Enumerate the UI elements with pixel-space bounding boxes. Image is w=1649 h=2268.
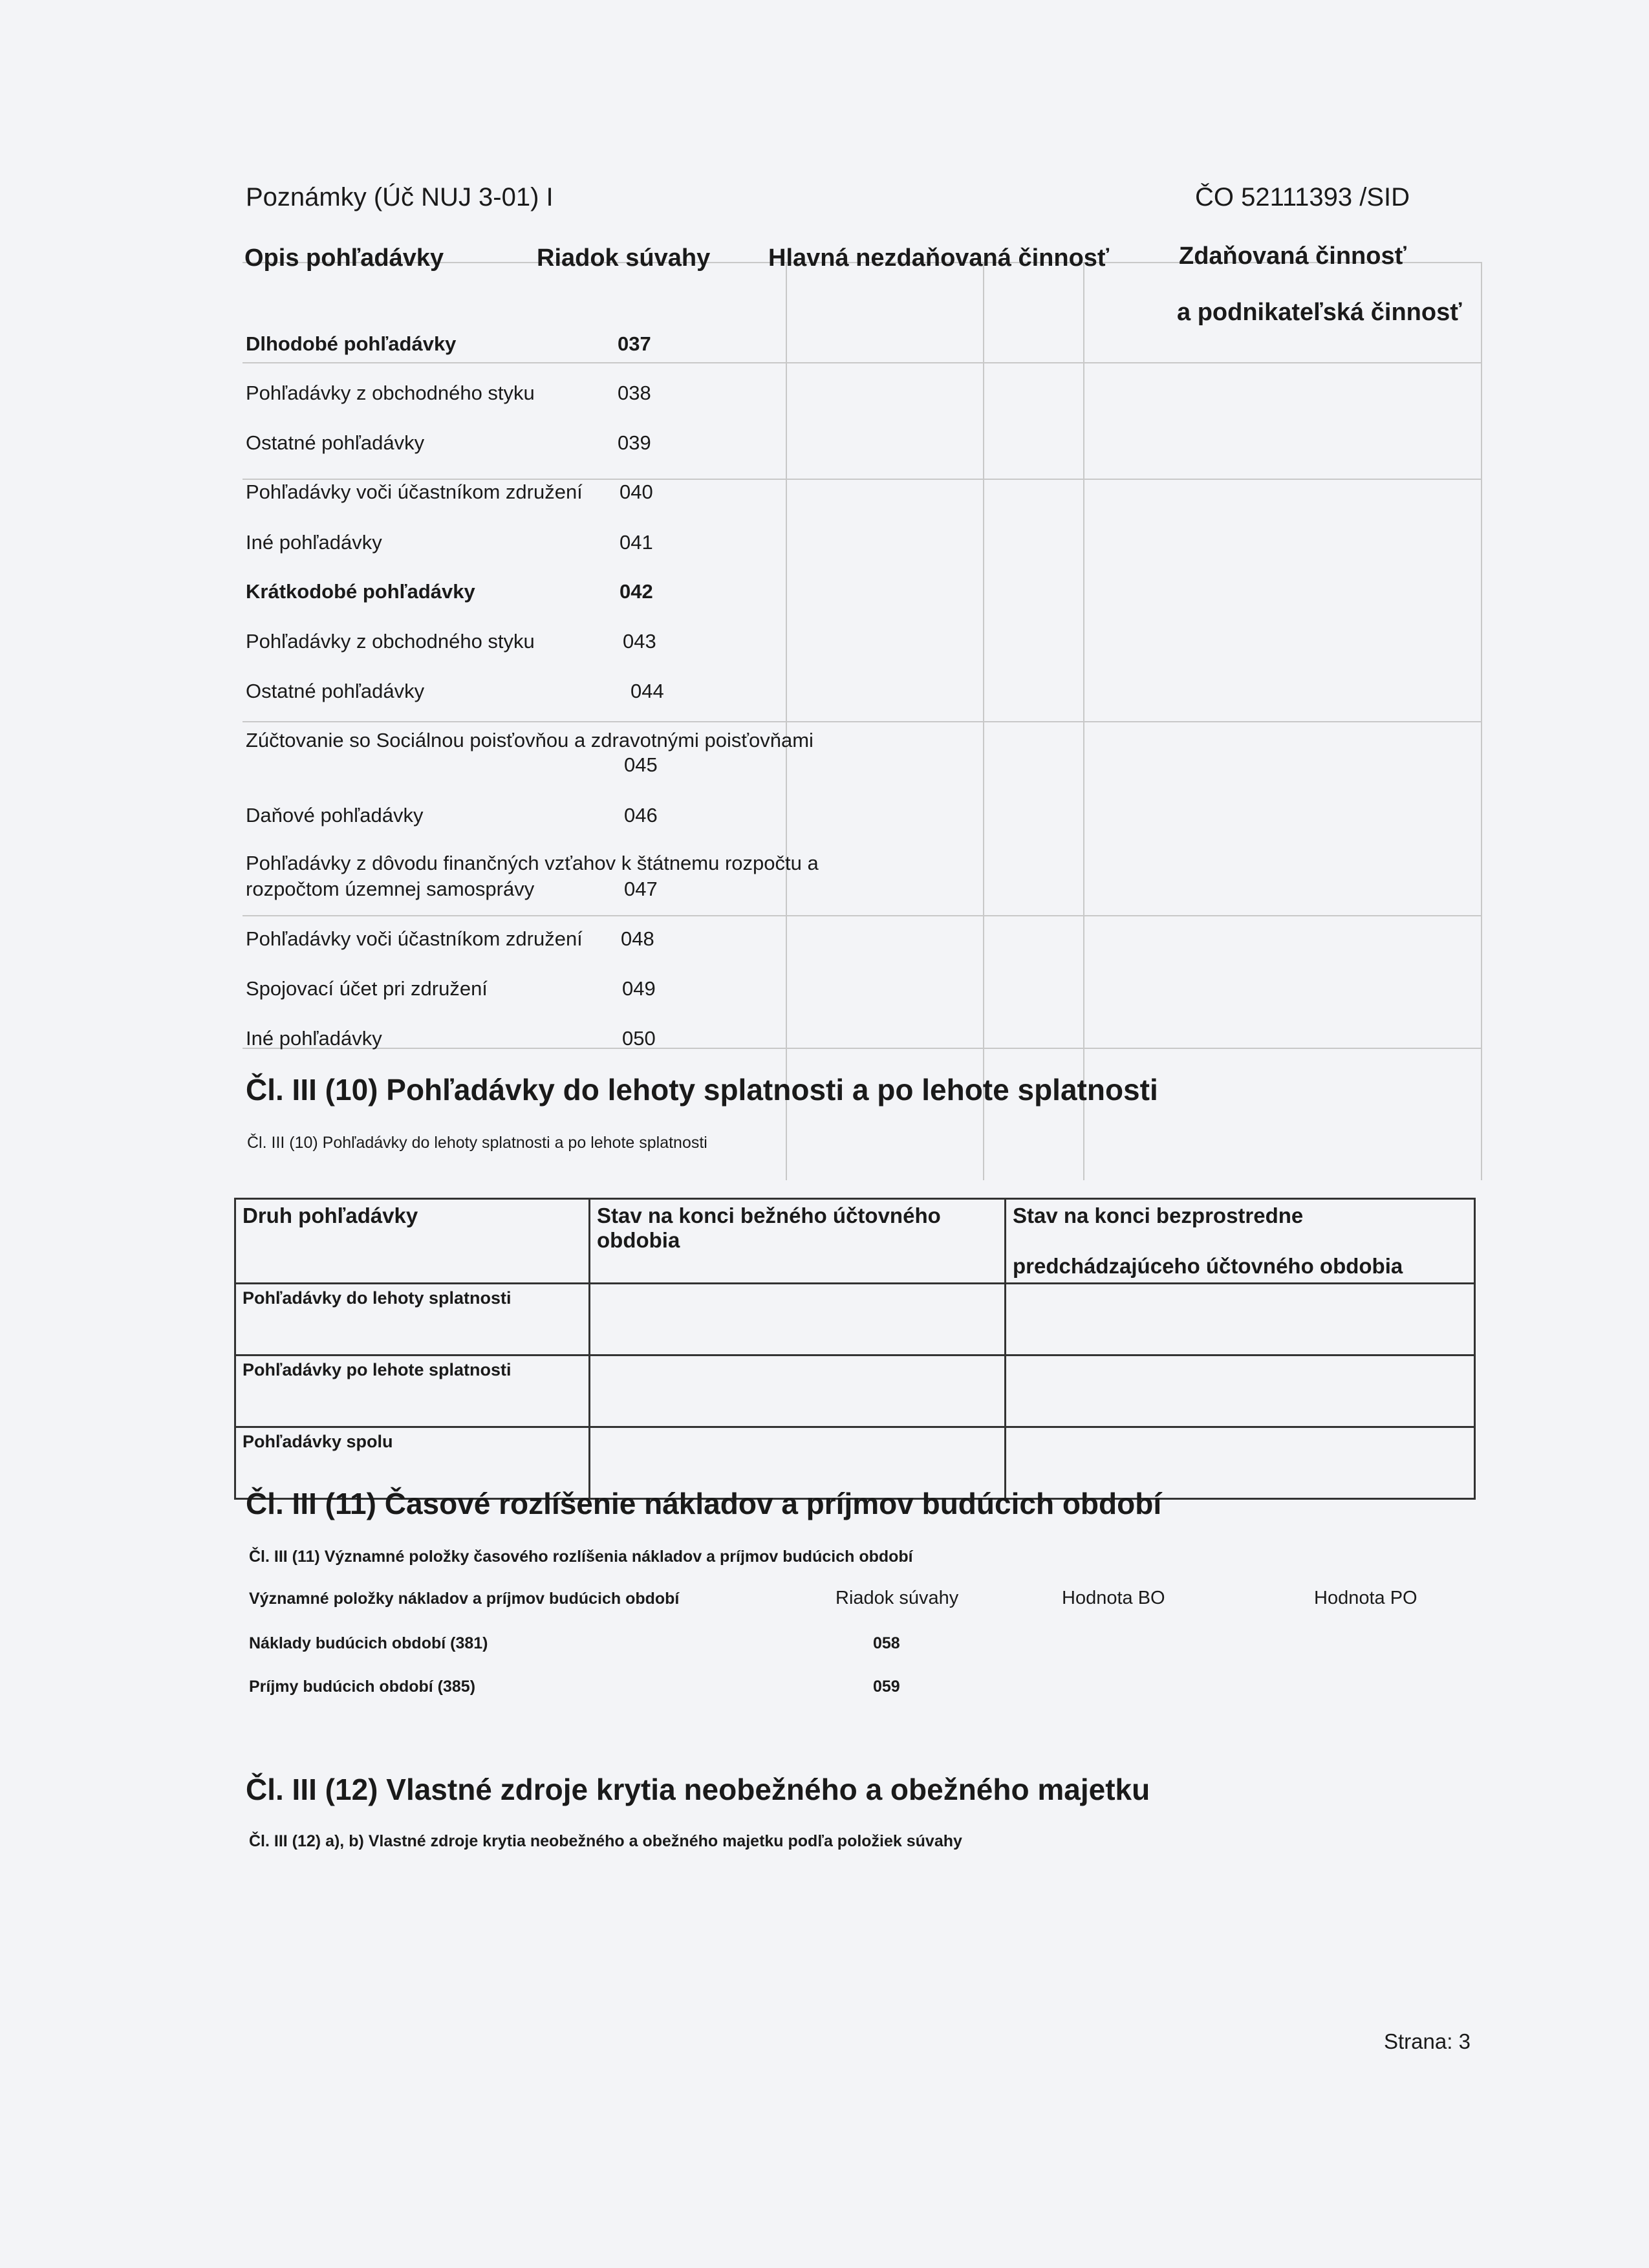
table-row-label-total: Pohľadávky spolu xyxy=(235,1427,590,1499)
row-label-044: Ostatné pohľadávky xyxy=(246,680,425,702)
section-10-title: Čl. III (10) Pohľadávky do lehoty splatnosti a po lehote splatnosti xyxy=(246,1073,1158,1107)
table-header-druh: Druh pohľadávky xyxy=(235,1199,590,1284)
row-code-040: 040 xyxy=(620,481,653,503)
section-10-subtitle: Čl. III (10) Pohľadávky do lehoty splatnosti a po lehote splatnosti xyxy=(247,1134,707,1152)
section-11-row-code-059: 059 xyxy=(873,1678,900,1696)
section-11-row-code-058: 058 xyxy=(873,1634,900,1652)
table-header-previous-line2: predchádzajúceho účtovného obdobia xyxy=(1013,1254,1403,1278)
row-code-043: 043 xyxy=(623,630,656,653)
row-label-039: Ostatné pohľadávky xyxy=(246,431,425,454)
row-label-046: Daňové pohľadávky xyxy=(246,804,424,826)
table-header-previous xyxy=(1006,1199,1475,1284)
table-cell-within-previous xyxy=(1006,1284,1475,1355)
table-cell-within-current xyxy=(590,1284,1006,1355)
row-label-050: Iné pohľadávky xyxy=(246,1027,382,1050)
row-code-047: 047 xyxy=(624,878,658,900)
column-header-riadok: Riadok súvahy xyxy=(537,244,711,272)
row-label-047-cont: rozpočtom územnej samosprávy xyxy=(246,878,535,900)
row-code-037: 037 xyxy=(618,332,651,355)
row-label-043: Pohľadávky z obchodného styku xyxy=(246,630,535,653)
table-row-label-within: Pohľadávky do lehoty splatnosti xyxy=(235,1284,590,1355)
row-code-044: 044 xyxy=(630,680,664,702)
column-header-hlavna: Hlavná nezdaňovaná činnosť xyxy=(768,244,1110,272)
row-label-049: Spojovací účet pri združení xyxy=(246,977,488,1000)
section-11-row-label-058: Náklady budúcich období (381) xyxy=(249,1634,488,1652)
row-label-045: Zúčtovanie so Sociálnou poisťovňou a zdravotnými poisťovňami xyxy=(246,729,814,751)
row-code-039: 039 xyxy=(618,431,651,454)
row-code-038: 038 xyxy=(618,382,651,404)
column-header-podnikatelska: a podnikateľská činnosť xyxy=(1177,299,1462,326)
row-code-048: 048 xyxy=(621,927,654,950)
row-code-042: 042 xyxy=(620,580,653,603)
section-12-subtitle: Čl. III (12) a), b) Vlastné zdroje krytia neobežného a obežného majetku podľa položiek súvahy xyxy=(249,1832,962,1850)
row-code-046: 046 xyxy=(624,804,658,826)
row-label-041: Iné pohľadávky xyxy=(246,531,382,554)
row-code-041: 041 xyxy=(620,531,653,554)
section-11-title: Čl. III (11) Časové rozlíšenie nákladov a príjmov budúcich období xyxy=(246,1487,1162,1520)
table-header-current: Stav na konci bežného účtovného obdobia xyxy=(590,1199,1006,1284)
page-number: Strana: 3 xyxy=(1384,2029,1471,2053)
row-label-040: Pohľadávky voči účastníkom združení xyxy=(246,481,583,503)
section-11-row-label-059: Príjmy budúcich období (385) xyxy=(249,1678,476,1696)
row-label-038: Pohľadávky z obchodného styku xyxy=(246,382,535,404)
section-11-header-items: Významné položky nákladov a príjmov budúcich období xyxy=(249,1590,680,1608)
column-header-zdanovana: Zdaňovaná činnosť xyxy=(1179,243,1406,270)
column-header-opis: Opis pohľadávky xyxy=(244,244,444,272)
table-cell-overdue-current xyxy=(590,1355,1006,1427)
row-code-049: 049 xyxy=(622,977,656,1000)
row-label-037: Dlhodobé pohľadávky xyxy=(246,332,457,355)
section-11-header-riadok: Riadok súvahy xyxy=(835,1588,959,1608)
table-header-previous-line1: Stav na konci bezprostredne xyxy=(1013,1204,1304,1227)
section-11-subtitle: Čl. III (11) Významné položky časového rozlíšenia nákladov a príjmov budúcich období xyxy=(249,1548,913,1566)
section-11-header-po: Hodnota PO xyxy=(1314,1588,1417,1608)
organization-id: ČO 52111393 /SID xyxy=(1195,183,1410,211)
row-code-045: 045 xyxy=(624,753,658,776)
section-11-header-bo: Hodnota BO xyxy=(1062,1588,1165,1608)
row-label-042: Krátkodobé pohľadávky xyxy=(246,580,475,603)
document-title: Poznámky (Úč NUJ 3-01) I xyxy=(246,183,554,211)
section-12-title: Čl. III (12) Vlastné zdroje krytia neobežného a obežného majetku xyxy=(246,1773,1150,1806)
row-code-050: 050 xyxy=(622,1027,656,1050)
row-label-047: Pohľadávky z dôvodu finančných vzťahov k štátnemu rozpočtu a xyxy=(246,852,819,874)
table-cell-overdue-previous xyxy=(1006,1355,1475,1427)
receivables-maturity-table xyxy=(234,1198,1476,1500)
table-row-label-overdue: Pohľadávky po lehote splatnosti xyxy=(235,1355,590,1427)
row-label-048: Pohľadávky voči účastníkom združení xyxy=(246,927,583,950)
